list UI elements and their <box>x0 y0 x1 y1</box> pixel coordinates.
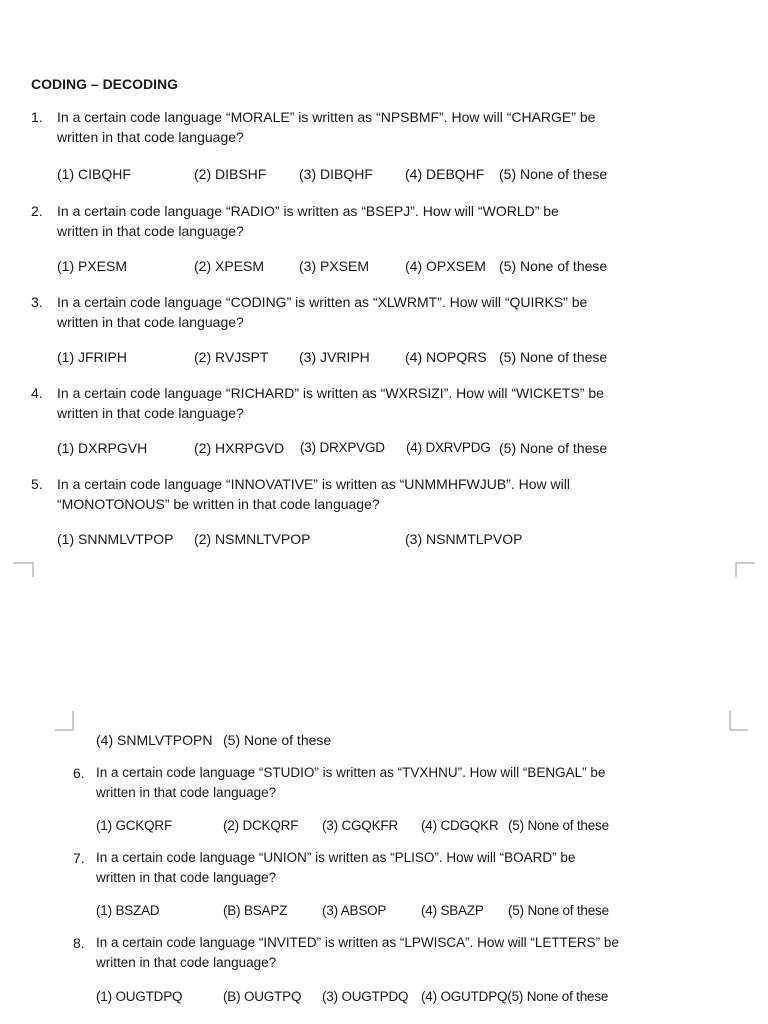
option-4: (4) DXRVPDG <box>406 440 491 455</box>
question-line: written in that code language? <box>57 223 244 239</box>
option-5: (5) None of these <box>499 349 608 365</box>
question-line: In a certain code language “INNOVATIVE” is written as “UNMMHFWJUB”. How will <box>57 476 570 492</box>
question-line: In a certain code language “INVITED” is written as “LPWISCA”. How will “LETTERS” be <box>96 935 619 950</box>
option-4: (4) OGUTDPQ(5) None of these <box>421 989 609 1004</box>
option-3: (3) CGQKFR <box>322 818 399 833</box>
question-number: 4. <box>31 385 43 401</box>
question-line: In a certain code language “MORALE” is written as “NPSBMF”. How will “CHARGE” be <box>57 109 596 125</box>
question-number: 7. <box>73 850 85 866</box>
question-number: 5. <box>31 476 43 492</box>
option-3: (3) JVRIPH <box>299 349 370 365</box>
option-3: (3) DIBQHF <box>299 166 373 182</box>
page-corner-mark-top-left <box>55 711 75 725</box>
question-text <box>57 383 637 423</box>
question-line: In a certain code language “UNION” is written as “PLISO”. How will “BOARD” be <box>96 850 576 865</box>
question-1 <box>31 107 637 149</box>
question-number: 6. <box>73 765 85 781</box>
option-1: (1) GCKQRF <box>96 818 173 833</box>
question-text <box>96 848 637 888</box>
question-3 <box>31 292 637 334</box>
option-1: (1) BSZAD <box>96 903 160 918</box>
option-3: (3) NSNMTLPVOP <box>405 531 523 547</box>
question-7 <box>73 848 637 890</box>
option-1: (1) OUGTDPQ <box>96 989 183 1004</box>
question-number: 2. <box>31 203 43 219</box>
option-3: (3) ABSOP <box>322 903 387 918</box>
question-number: 3. <box>31 294 43 310</box>
option-4: (4) OPXSEM <box>405 258 486 274</box>
option-1: (1) JFRIPH <box>57 349 127 365</box>
option-5: (5) None of these <box>223 732 332 748</box>
option-4: (4) NOPQRS <box>405 349 487 365</box>
question-line: written in that code language? <box>96 785 277 800</box>
question-line: In a certain code language “RADIO” is written as “BSEPJ”. How will “WORLD” be <box>57 203 559 219</box>
option-3: (3) OUGTPDQ <box>322 989 409 1004</box>
question-line: written in that code language? <box>96 870 277 885</box>
option-5: (5) None of these <box>508 903 609 918</box>
option-2: (B) BSAPZ <box>223 903 288 918</box>
question-text <box>57 474 637 514</box>
option-5: (5) None of these <box>499 440 608 456</box>
option-1: (1) PXESM <box>57 258 128 274</box>
question-text <box>96 933 637 973</box>
question-text <box>96 763 637 803</box>
option-3: (3) DRXPVGD <box>300 440 385 455</box>
question-number: 1. <box>31 109 43 125</box>
option-2: (2) DCKQRF <box>223 818 299 833</box>
question-4 <box>31 383 637 425</box>
option-4: (4) SBAZP <box>421 903 484 918</box>
option-4: (4) SNMLVTPOPN <box>96 732 213 748</box>
page-corner-mark-top-right <box>727 711 747 725</box>
option-4: (4) CDGQKR <box>421 818 499 833</box>
question-line: written in that code language? <box>57 314 244 330</box>
question-line: In a certain code language “CODING” is written as “XLWRMT”. How will “QUIRKS” be <box>57 294 588 310</box>
option-1: (1) CIBQHF <box>57 166 131 182</box>
page-title: CODING – DECODING <box>31 76 179 92</box>
option-4: (4) DEBQHF <box>405 166 485 182</box>
question-line: In a certain code language “RICHARD” is written as “WXRSIZI”. How will “WICKETS” be <box>57 385 604 401</box>
option-1: (1) SNNMLVTPOP <box>57 531 174 547</box>
option-2: (2) NSMNLTVPOP <box>194 531 311 547</box>
question-6 <box>73 763 637 805</box>
option-2: (2) XPESM <box>194 258 265 274</box>
question-2 <box>31 201 637 243</box>
question-number: 8. <box>73 935 85 951</box>
question-8 <box>73 933 637 975</box>
option-5: (5) None of these <box>499 166 608 182</box>
question-text <box>57 201 637 241</box>
option-2: (2) DIBSHF <box>194 166 267 182</box>
question-line: written in that code language? <box>96 955 277 970</box>
option-5: (5) None of these <box>508 818 609 833</box>
question-5 <box>31 474 637 516</box>
option-1: (1) DXRPGVH <box>57 440 148 456</box>
option-2: (B) OUGTPQ <box>223 989 302 1004</box>
question-text <box>57 292 637 332</box>
question-line: written in that code language? <box>57 405 244 421</box>
question-line: written in that code language? <box>57 129 244 145</box>
page-corner-mark-bottom-left <box>13 562 33 576</box>
option-3: (3) PXSEM <box>299 258 370 274</box>
page-corner-mark-bottom-right <box>735 562 755 576</box>
question-line: “MONOTONOUS” be written in that code language? <box>57 496 380 512</box>
question-text <box>57 107 637 147</box>
question-line: In a certain code language “STUDIO” is written as “TVXHNU”. How will “BENGAL” be <box>96 765 606 780</box>
option-5: (5) None of these <box>499 258 608 274</box>
option-2: (2) HXRPGVD <box>194 440 285 456</box>
option-2: (2) RVJSPT <box>194 349 269 365</box>
